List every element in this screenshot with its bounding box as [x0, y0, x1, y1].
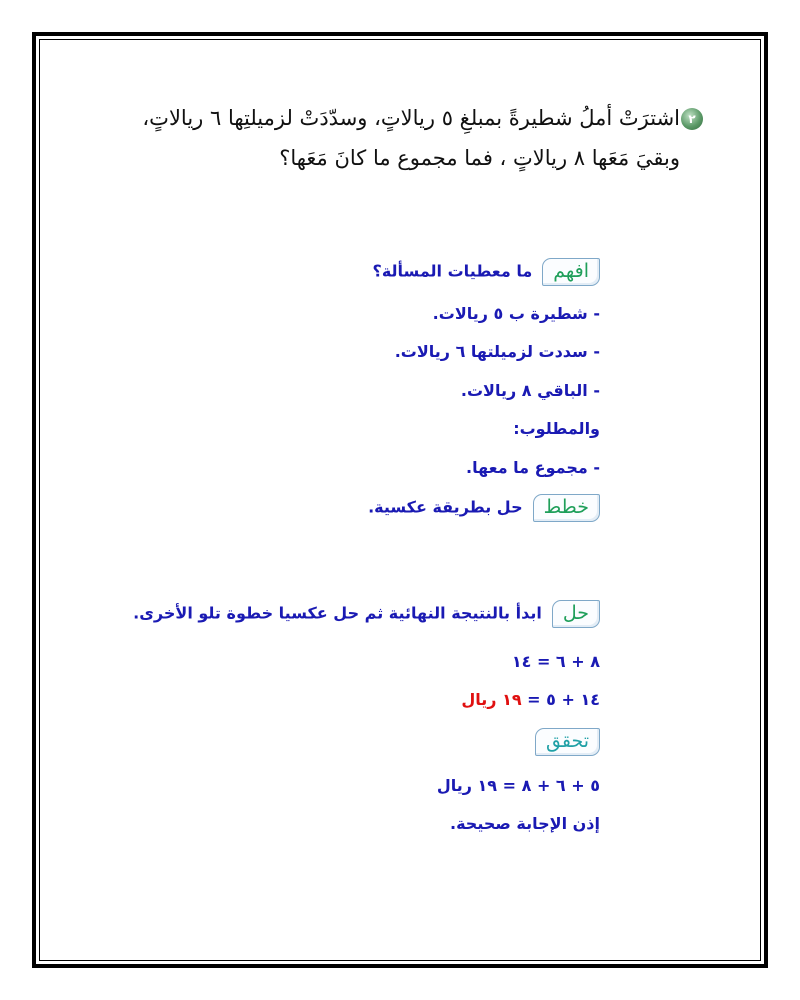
problem-statement: اشترَتْ أملُ شطيرةً بمبلغِ ٥ ريالاتٍ، وسدّدَتْ لزميلتِها ٦ ريالاتٍ، وبقيَ مَعَها ٨ ريالاتٍ ، فما مجموع ما كانَ مَعَها؟ [142, 106, 680, 170]
required-item: - مجموع ما معها. [466, 458, 600, 477]
understand-label: افهم [542, 258, 600, 286]
check-equation-text: ٥ + ٦ + ٨ = ١٩ ريال [436, 776, 600, 795]
check-row [525, 728, 600, 756]
plan-label: خطط [533, 494, 600, 522]
check-equation [437, 776, 600, 795]
plan-row [368, 494, 600, 522]
required-label: والمطلوب: [513, 419, 600, 438]
plan-text: حل بطريقة عكسية. [368, 497, 523, 517]
problem-number-badge: ٢ [681, 108, 703, 130]
solve-equation-1 [512, 652, 600, 671]
check-conclusion: إذن الإجابة صحيحة. [450, 814, 600, 833]
solve-row [133, 600, 600, 628]
given-1: - شطيرة ب ٥ ريالات. [432, 304, 600, 323]
equation-1-text: ٨ + ٦ = ١٤ [511, 652, 600, 671]
equation-2-answer: ١٩ ريال [461, 690, 522, 709]
understand-row [373, 258, 600, 286]
equation-2-left: ١٤ + ٥ = [521, 690, 600, 709]
given-2: - سددت لزميلتها ٦ ريالات. [394, 342, 600, 361]
solve-label: حل [552, 600, 600, 628]
given-3: - الباقي ٨ ريالات. [460, 381, 600, 400]
solve-equation-2 [461, 690, 600, 709]
solve-text: ابدأ بالنتيجة النهائية ثم حل عكسيا خطوة تلو الأخرى. [133, 603, 542, 623]
check-label: تحقق [535, 728, 600, 756]
understand-question: ما معطيات المسألة؟ [372, 261, 533, 281]
